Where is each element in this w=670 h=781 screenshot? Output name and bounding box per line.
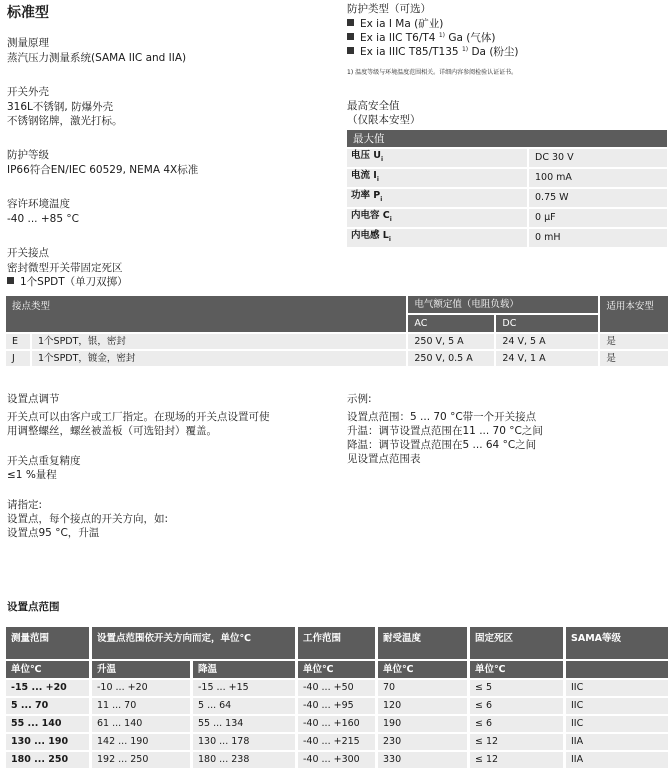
ambient-label: 容许环境温度: [7, 198, 70, 210]
bullet-square-icon: [347, 47, 354, 54]
left-column: [7, 4, 327, 289]
repeat-text: ≤1 %量程: [7, 469, 57, 481]
work-cell: -40 ... +50: [298, 680, 378, 698]
ranges-header-sama: SAMA等级: [566, 627, 668, 661]
safety-table: [347, 130, 667, 249]
sama-cell: IIC: [566, 716, 668, 734]
contacts-header-type: 接点类型: [6, 296, 408, 334]
protection-type-item: [347, 17, 667, 31]
protection-type-text: Ex ia IIC T6/T4: [360, 32, 436, 44]
housing-section: [7, 85, 327, 128]
example-label: 示例:: [347, 393, 372, 405]
rise-cell: -10 ... +20: [92, 680, 193, 698]
table-row: [347, 229, 667, 249]
protection-type-item: [347, 31, 667, 45]
work-cell: -40 ... +300: [298, 752, 378, 770]
temp-cell: 330: [378, 752, 470, 770]
contact-code: E: [6, 334, 32, 351]
rise-cell: 11 ... 70: [92, 698, 193, 716]
contact-desc: 1个SPDT，银，密封: [32, 334, 408, 351]
adjust-label: 设置点调节: [7, 393, 60, 405]
range-cell: -15 ... +20: [6, 680, 92, 698]
specify-label: 请指定:: [7, 499, 43, 511]
temp-cell: 70: [378, 680, 470, 698]
ranges-header-temp: 耐受温度: [378, 627, 470, 661]
safety-key: 功率 $P_i$: [347, 189, 527, 209]
rise-cell: 192 ... 250: [92, 752, 193, 770]
range-cell: 5 ... 70: [6, 698, 92, 716]
ranges-header-setpoint: 设置点范围依开关方向而定，单位℃: [92, 627, 298, 661]
footnote-ref: 1): [461, 46, 469, 53]
protection-type-suffix: Ga (气体): [444, 32, 496, 44]
right-column: [347, 2, 667, 249]
fall-cell: 5 ... 64: [193, 698, 298, 716]
safety-key: 内电感 $L_i$: [347, 229, 527, 249]
table-row: [6, 698, 668, 716]
ranges-unit-rise: 升温: [92, 661, 193, 680]
fall-cell: 180 ... 238: [193, 752, 298, 770]
dead-cell: ≤ 6: [470, 698, 566, 716]
contact-ac: 250 V, 5 A: [408, 334, 496, 351]
protection-type-label: 防护类型（可选）: [347, 3, 431, 15]
contact-desc: 1个SPDT，镀金，密封: [32, 351, 408, 368]
contacts-header-rating: 电气额定值（电阻负载）: [408, 296, 600, 315]
contact-section: [7, 246, 327, 289]
table-row: [6, 734, 668, 752]
ranges-table: [6, 627, 668, 770]
example-line-2: 升温：调节设置点范围在11 ... 70 °C之间: [347, 425, 543, 437]
principle-text: 蒸汽压力测量系统(SAMA IIC and IIA): [7, 52, 187, 64]
ambient-section: [7, 197, 327, 226]
ranges-unit-temp: 单位℃: [378, 661, 470, 680]
work-cell: -40 ... +160: [298, 716, 378, 734]
safety-sublabel: （仅限本安型）: [347, 114, 421, 126]
range-cell: 180 ... 250: [6, 752, 92, 770]
dead-cell: ≤ 5: [470, 680, 566, 698]
table-row: [347, 189, 667, 209]
protection-type-item: [347, 45, 667, 59]
setpoint-right: [347, 392, 667, 466]
contact-bullet: [7, 275, 327, 289]
protection-section: [7, 148, 327, 177]
table-row: [347, 169, 667, 189]
protection-text: IP66符合EN/IEC 60529, NEMA 4X标准: [7, 164, 199, 176]
table-row: [6, 351, 668, 368]
housing-line-2: 不锈钢铭牌，激光打标。: [7, 115, 123, 127]
ranges-unit-fall: 降温: [193, 661, 298, 680]
sama-cell: IIC: [566, 680, 668, 698]
work-cell: -40 ... +95: [298, 698, 378, 716]
footnote: 1) 温度等级与环境温度范围相关。详细内容参阅检验认证证书。: [347, 69, 518, 76]
table-row: [347, 149, 667, 169]
fall-cell: -15 ... +15: [193, 680, 298, 698]
protection-label: 防护等级: [7, 149, 49, 161]
contacts-header-applicable: 适用本安型: [600, 296, 668, 334]
ranges-unit-work: 单位℃: [298, 661, 378, 680]
range-cell: 130 ... 190: [6, 734, 92, 752]
principle-section: [7, 36, 327, 65]
table-row: [347, 209, 667, 229]
work-cell: -40 ... +215: [298, 734, 378, 752]
safety-value: DC 30 V: [527, 149, 667, 169]
sama-cell: IIA: [566, 752, 668, 770]
ranges-unit-dead: 单位℃: [470, 661, 566, 680]
range-cell: 55 ... 140: [6, 716, 92, 734]
safety-value: 0.75 W: [527, 189, 667, 209]
table-row: [6, 716, 668, 734]
protection-type-text: Ex ia I Ma (矿业): [360, 18, 444, 30]
safety-value: 0 mH: [527, 229, 667, 249]
dead-cell: ≤ 12: [470, 734, 566, 752]
rise-cell: 61 ... 140: [92, 716, 193, 734]
contact-dc: 24 V, 1 A: [496, 351, 600, 368]
repeat-label: 开关点重复精度: [7, 455, 81, 467]
protection-type-text: Ex ia IIIC T85/T135: [360, 46, 459, 58]
setpoint-left: [7, 392, 337, 540]
ranges-header-range: 测量范围: [6, 627, 92, 661]
contact-code: J: [6, 351, 32, 368]
temp-cell: 190: [378, 716, 470, 734]
contacts-table: [6, 296, 668, 368]
contact-ex: 是: [600, 351, 668, 368]
safety-value: 100 mA: [527, 169, 667, 189]
safety-key: 电流 $I_i$: [347, 169, 527, 189]
table-row: [6, 680, 668, 698]
contact-label: 开关接点: [7, 247, 49, 259]
bullet-square-icon: [347, 19, 354, 26]
adjust-line-2: 用调整螺丝，螺丝被盖板（可选铅封）覆盖。: [7, 425, 217, 437]
temp-cell: 230: [378, 734, 470, 752]
principle-label: 测量原理: [7, 37, 49, 49]
safety-section: [347, 99, 667, 127]
housing-line-1: 316L不锈钢, 防爆外壳: [7, 101, 114, 113]
ranges-header-dead: 固定死区: [470, 627, 566, 661]
dead-cell: ≤ 12: [470, 752, 566, 770]
table-row: [6, 334, 668, 351]
ranges-unit-range: 单位℃: [6, 661, 92, 680]
specify-line-1: 设置点，每个接点的开关方向，如:: [7, 513, 169, 525]
contact-dc: 24 V, 5 A: [496, 334, 600, 351]
fall-cell: 130 ... 178: [193, 734, 298, 752]
example-line-3: 降温：调节设置点范围在5 ... 64 °C之间: [347, 439, 537, 451]
housing-label: 开关外壳: [7, 86, 49, 98]
contacts-header-ac: AC: [408, 315, 496, 334]
safety-label: 最高安全值: [347, 100, 400, 112]
safety-key: 电压 $U_i$: [347, 149, 527, 169]
ranges-title: 设置点范围: [7, 601, 60, 613]
rise-cell: 142 ... 190: [92, 734, 193, 752]
sama-cell: IIA: [566, 734, 668, 752]
bullet-square-icon: [7, 277, 14, 284]
contact-ex: 是: [600, 334, 668, 351]
temp-cell: 120: [378, 698, 470, 716]
ambient-text: -40 ... +85 °C: [7, 213, 79, 225]
dead-cell: ≤ 6: [470, 716, 566, 734]
footnote-ref: 1): [438, 32, 445, 39]
contacts-header-dc: DC: [496, 315, 600, 334]
table-row: [6, 752, 668, 770]
fall-cell: 55 ... 134: [193, 716, 298, 734]
contact-text: 密封微型开关带固定死区: [7, 262, 123, 274]
ranges-unit-sama: [566, 661, 668, 680]
safety-header: 最大值: [347, 130, 667, 149]
sama-cell: IIC: [566, 698, 668, 716]
contact-bullet-text: 1个SPDT（单刀双掷）: [20, 276, 128, 288]
safety-key: 内电容 $C_i$: [347, 209, 527, 229]
adjust-line-1: 开关点可以由客户或工厂指定。在现场的开关点设置可使: [7, 411, 270, 423]
specify-line-2: 设置点95 °C，升温: [7, 527, 100, 539]
ranges-header-work: 工作范围: [298, 627, 378, 661]
safety-value: 0 µF: [527, 209, 667, 229]
page-title: 标准型: [7, 5, 49, 21]
example-line-4: 见设置点范围表: [347, 453, 421, 465]
bullet-square-icon: [347, 33, 354, 40]
protection-type-suffix: Da (粉尘): [468, 46, 519, 58]
example-line-1: 设置点范围：5 ... 70 °C带一个开关接点: [347, 411, 537, 423]
contact-ac: 250 V, 0.5 A: [408, 351, 496, 368]
